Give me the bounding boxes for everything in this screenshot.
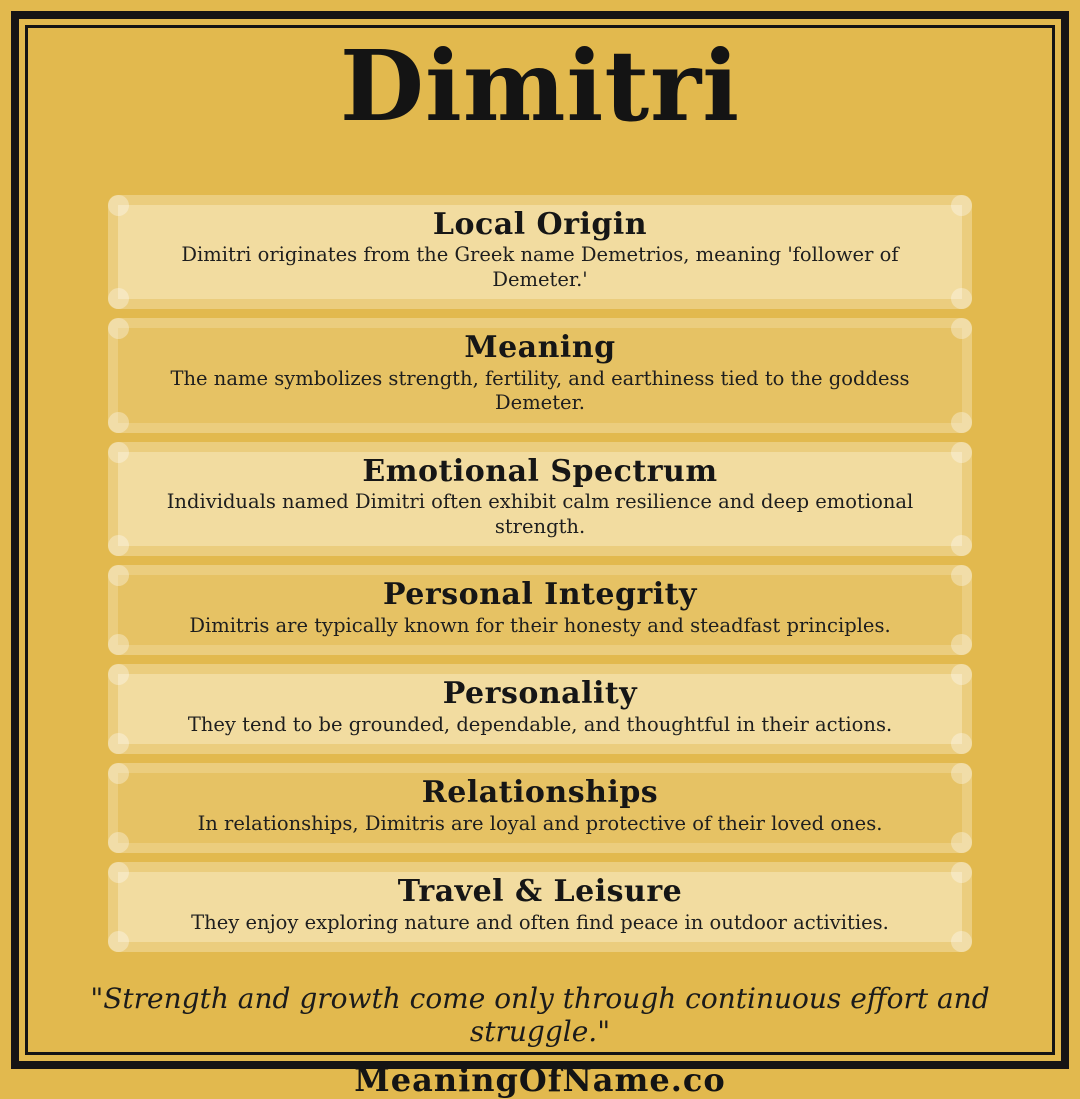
section-body: The name symbolizes strength, fertility, and earthiness tied to the goddess Demeter. (170, 366, 910, 415)
corner-knob-icon (108, 442, 129, 463)
section-panel (108, 318, 972, 433)
section-panel (108, 862, 972, 952)
corner-knob-icon (951, 832, 972, 853)
section-body: They tend to be grounded, dependable, and thoughtful in their actions. (187, 712, 893, 736)
corner-knob-icon (951, 288, 972, 309)
corner-knob-icon (108, 763, 129, 784)
section-heading: Emotional Spectrum (362, 453, 718, 489)
corner-knob-icon (108, 733, 129, 754)
brand-name: MeaningOfName.co (354, 1061, 726, 1099)
corner-knob-icon (108, 862, 129, 883)
corner-knob-icon (951, 634, 972, 655)
section-body: They enjoy exploring nature and often find peace in outdoor activities. (191, 910, 889, 934)
corner-knob-icon (951, 862, 972, 883)
corner-knob-icon (951, 931, 972, 952)
section-body: Individuals named Dimitri often exhibit calm resilience and deep emotional strength. (166, 490, 914, 538)
section-body: Dimitri originates from the Greek name Demetrios, meaning 'follower of Demeter.' (181, 243, 899, 291)
corner-knob-icon (108, 288, 129, 309)
corner-knob-icon (951, 733, 972, 754)
section-heading: Travel & Leisure (397, 874, 683, 910)
corner-knob-icon (108, 664, 129, 685)
section-body: Dimitris are typically known for their honesty and steadfast principles. (189, 613, 891, 637)
corner-knob-icon (951, 664, 972, 685)
corner-knob-icon (951, 442, 972, 463)
corner-knob-icon (951, 565, 972, 586)
corner-knob-icon (108, 195, 129, 216)
corner-knob-icon (108, 318, 129, 339)
section-heading: Relationships (421, 775, 659, 811)
section-heading: Personality (442, 676, 638, 712)
section-panel (108, 664, 972, 754)
footer-quote: "Strength and growth come only through continuous effort and struggle." (90, 982, 990, 1049)
section-panel (108, 195, 972, 310)
section-panel (108, 763, 972, 853)
sections-list (108, 195, 972, 952)
section-panel (108, 565, 972, 655)
corner-knob-icon (951, 763, 972, 784)
corner-knob-icon (951, 535, 972, 556)
corner-knob-icon (108, 634, 129, 655)
corner-knob-icon (951, 195, 972, 216)
page-title: Dimitri (339, 29, 741, 143)
corner-knob-icon (951, 318, 972, 339)
section-heading: Personal Integrity (383, 577, 697, 613)
corner-knob-icon (108, 931, 129, 952)
card-content (28, 28, 1052, 1099)
section-body: In relationships, Dimitris are loyal and protective of their loved ones. (197, 811, 883, 835)
corner-knob-icon (108, 412, 129, 433)
section-panel (108, 442, 972, 557)
section-heading: Meaning (464, 330, 616, 366)
corner-knob-icon (108, 832, 129, 853)
corner-knob-icon (108, 535, 129, 556)
corner-knob-icon (951, 412, 972, 433)
corner-knob-icon (108, 565, 129, 586)
section-heading: Local Origin (432, 206, 648, 242)
